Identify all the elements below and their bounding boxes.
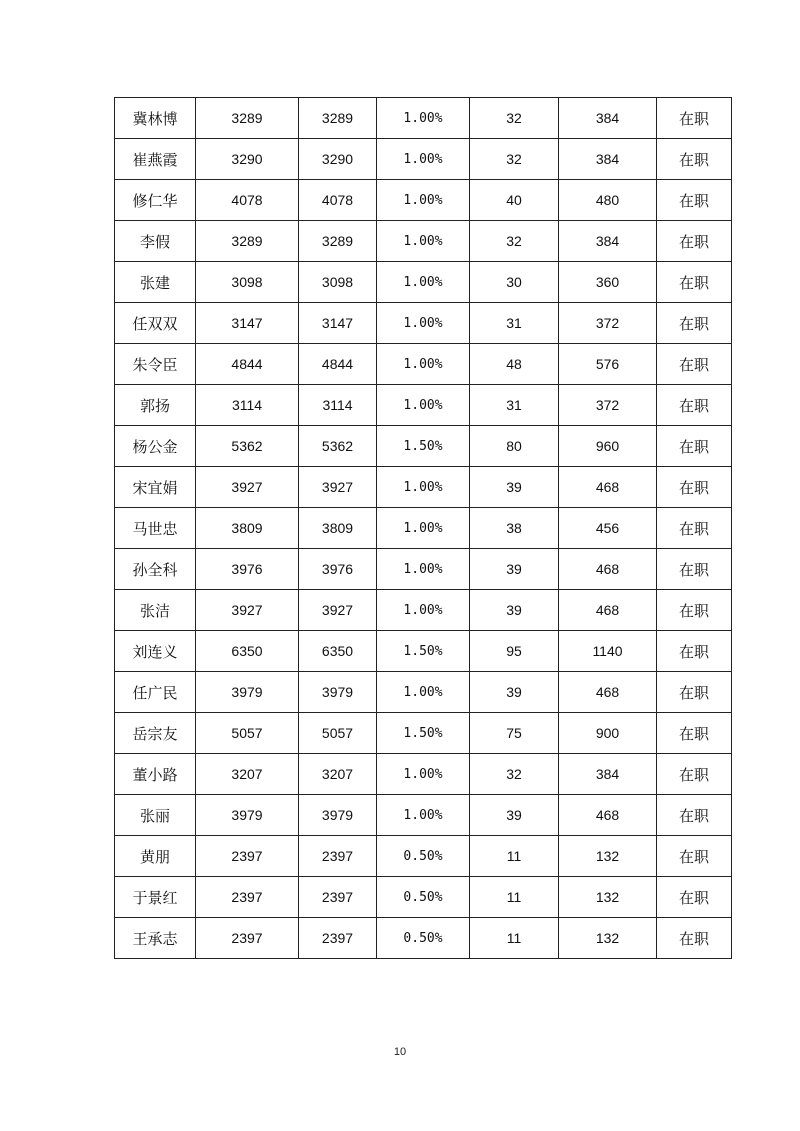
rate-cell: 0.50% <box>377 836 470 877</box>
status-cell: 在职 <box>657 672 732 713</box>
name-cell: 张洁 <box>115 590 196 631</box>
rate-cell: 1.00% <box>377 385 470 426</box>
monthly-amount-cell: 31 <box>470 303 559 344</box>
table-row <box>115 631 732 672</box>
monthly-amount-cell: 11 <box>470 877 559 918</box>
rate-cell: 1.50% <box>377 631 470 672</box>
contribution-base-cell: 6350 <box>299 631 377 672</box>
name-cell: 朱令臣 <box>115 344 196 385</box>
rate-cell: 1.00% <box>377 344 470 385</box>
rate-cell: 1.00% <box>377 508 470 549</box>
table-row <box>115 508 732 549</box>
rate-cell: 1.00% <box>377 139 470 180</box>
annual-amount-cell: 468 <box>559 590 657 631</box>
monthly-amount-cell: 38 <box>470 508 559 549</box>
base-cell: 3927 <box>196 467 299 508</box>
base-cell: 2397 <box>196 836 299 877</box>
contribution-base-cell: 3979 <box>299 672 377 713</box>
annual-amount-cell: 468 <box>559 672 657 713</box>
annual-amount-cell: 372 <box>559 385 657 426</box>
name-cell: 宋宜娟 <box>115 467 196 508</box>
status-cell: 在职 <box>657 508 732 549</box>
base-cell: 5362 <box>196 426 299 467</box>
annual-amount-cell: 384 <box>559 754 657 795</box>
annual-amount-cell: 132 <box>559 836 657 877</box>
annual-amount-cell: 132 <box>559 918 657 959</box>
contribution-base-cell: 2397 <box>299 918 377 959</box>
monthly-amount-cell: 39 <box>470 672 559 713</box>
annual-amount-cell: 132 <box>559 877 657 918</box>
rate-cell: 1.00% <box>377 672 470 713</box>
monthly-amount-cell: 11 <box>470 836 559 877</box>
base-cell: 3927 <box>196 590 299 631</box>
base-cell: 2397 <box>196 918 299 959</box>
status-cell: 在职 <box>657 836 732 877</box>
base-cell: 5057 <box>196 713 299 754</box>
status-cell: 在职 <box>657 426 732 467</box>
contribution-base-cell: 3927 <box>299 590 377 631</box>
name-cell: 王承志 <box>115 918 196 959</box>
contribution-base-cell: 2397 <box>299 877 377 918</box>
rate-cell: 0.50% <box>377 877 470 918</box>
name-cell: 张丽 <box>115 795 196 836</box>
name-cell: 任广民 <box>115 672 196 713</box>
page-number: 10 <box>393 1046 407 1058</box>
status-cell: 在职 <box>657 344 732 385</box>
annual-amount-cell: 456 <box>559 508 657 549</box>
base-cell: 4844 <box>196 344 299 385</box>
annual-amount-cell: 1140 <box>559 631 657 672</box>
monthly-amount-cell: 39 <box>470 795 559 836</box>
status-cell: 在职 <box>657 713 732 754</box>
status-cell: 在职 <box>657 549 732 590</box>
rate-cell: 1.00% <box>377 262 470 303</box>
table-row <box>115 385 732 426</box>
rate-cell: 1.00% <box>377 221 470 262</box>
status-cell: 在职 <box>657 385 732 426</box>
contribution-base-cell: 4078 <box>299 180 377 221</box>
contribution-base-cell: 3290 <box>299 139 377 180</box>
monthly-amount-cell: 32 <box>470 98 559 139</box>
rate-cell: 1.00% <box>377 549 470 590</box>
status-cell: 在职 <box>657 467 732 508</box>
table-body <box>115 98 732 959</box>
annual-amount-cell: 384 <box>559 139 657 180</box>
name-cell: 任双双 <box>115 303 196 344</box>
table-row <box>115 180 732 221</box>
annual-amount-cell: 468 <box>559 795 657 836</box>
table-row <box>115 795 732 836</box>
rate-cell: 1.00% <box>377 795 470 836</box>
rate-cell: 1.50% <box>377 426 470 467</box>
annual-amount-cell: 576 <box>559 344 657 385</box>
base-cell: 3979 <box>196 795 299 836</box>
status-cell: 在职 <box>657 754 732 795</box>
status-cell: 在职 <box>657 98 732 139</box>
monthly-amount-cell: 11 <box>470 918 559 959</box>
base-cell: 3290 <box>196 139 299 180</box>
base-cell: 3809 <box>196 508 299 549</box>
contribution-base-cell: 3147 <box>299 303 377 344</box>
name-cell: 于景红 <box>115 877 196 918</box>
table-row <box>115 672 732 713</box>
base-cell: 3114 <box>196 385 299 426</box>
table-row <box>115 139 732 180</box>
employee-table <box>114 97 732 959</box>
rate-cell: 1.00% <box>377 590 470 631</box>
base-cell: 3147 <box>196 303 299 344</box>
name-cell: 冀林博 <box>115 98 196 139</box>
table-row <box>115 877 732 918</box>
base-cell: 3976 <box>196 549 299 590</box>
contribution-base-cell: 3098 <box>299 262 377 303</box>
name-cell: 黄朋 <box>115 836 196 877</box>
monthly-amount-cell: 32 <box>470 221 559 262</box>
monthly-amount-cell: 39 <box>470 467 559 508</box>
name-cell: 董小路 <box>115 754 196 795</box>
monthly-amount-cell: 40 <box>470 180 559 221</box>
monthly-amount-cell: 30 <box>470 262 559 303</box>
monthly-amount-cell: 48 <box>470 344 559 385</box>
status-cell: 在职 <box>657 180 732 221</box>
annual-amount-cell: 468 <box>559 549 657 590</box>
monthly-amount-cell: 39 <box>470 549 559 590</box>
monthly-amount-cell: 32 <box>470 754 559 795</box>
table-row <box>115 262 732 303</box>
table-row <box>115 426 732 467</box>
status-cell: 在职 <box>657 631 732 672</box>
contribution-base-cell: 2397 <box>299 836 377 877</box>
table-row <box>115 221 732 262</box>
name-cell: 郭扬 <box>115 385 196 426</box>
table-row <box>115 836 732 877</box>
monthly-amount-cell: 75 <box>470 713 559 754</box>
name-cell: 崔燕霞 <box>115 139 196 180</box>
status-cell: 在职 <box>657 795 732 836</box>
rate-cell: 1.00% <box>377 303 470 344</box>
status-cell: 在职 <box>657 918 732 959</box>
base-cell: 2397 <box>196 877 299 918</box>
table-row <box>115 754 732 795</box>
contribution-base-cell: 3927 <box>299 467 377 508</box>
annual-amount-cell: 384 <box>559 221 657 262</box>
monthly-amount-cell: 39 <box>470 590 559 631</box>
table-row <box>115 590 732 631</box>
base-cell: 3207 <box>196 754 299 795</box>
contribution-base-cell: 3207 <box>299 754 377 795</box>
annual-amount-cell: 384 <box>559 98 657 139</box>
table-row <box>115 98 732 139</box>
monthly-amount-cell: 31 <box>470 385 559 426</box>
rate-cell: 1.00% <box>377 467 470 508</box>
contribution-base-cell: 5362 <box>299 426 377 467</box>
annual-amount-cell: 480 <box>559 180 657 221</box>
contribution-base-cell: 5057 <box>299 713 377 754</box>
monthly-amount-cell: 80 <box>470 426 559 467</box>
base-cell: 3289 <box>196 221 299 262</box>
contribution-base-cell: 3289 <box>299 221 377 262</box>
table-row <box>115 344 732 385</box>
rate-cell: 1.50% <box>377 713 470 754</box>
name-cell: 修仁华 <box>115 180 196 221</box>
annual-amount-cell: 372 <box>559 303 657 344</box>
rate-cell: 1.00% <box>377 98 470 139</box>
status-cell: 在职 <box>657 877 732 918</box>
table-row <box>115 549 732 590</box>
name-cell: 李假 <box>115 221 196 262</box>
contribution-base-cell: 3976 <box>299 549 377 590</box>
monthly-amount-cell: 32 <box>470 139 559 180</box>
base-cell: 3289 <box>196 98 299 139</box>
contribution-base-cell: 3114 <box>299 385 377 426</box>
name-cell: 张建 <box>115 262 196 303</box>
contribution-base-cell: 4844 <box>299 344 377 385</box>
monthly-amount-cell: 95 <box>470 631 559 672</box>
contribution-base-cell: 3809 <box>299 508 377 549</box>
annual-amount-cell: 360 <box>559 262 657 303</box>
base-cell: 3098 <box>196 262 299 303</box>
base-cell: 4078 <box>196 180 299 221</box>
rate-cell: 0.50% <box>377 918 470 959</box>
contribution-base-cell: 3289 <box>299 98 377 139</box>
rate-cell: 1.00% <box>377 754 470 795</box>
table-row <box>115 467 732 508</box>
annual-amount-cell: 960 <box>559 426 657 467</box>
name-cell: 杨公金 <box>115 426 196 467</box>
status-cell: 在职 <box>657 139 732 180</box>
status-cell: 在职 <box>657 590 732 631</box>
table-row <box>115 713 732 754</box>
base-cell: 3979 <box>196 672 299 713</box>
name-cell: 岳宗友 <box>115 713 196 754</box>
name-cell: 刘连义 <box>115 631 196 672</box>
table-row <box>115 303 732 344</box>
status-cell: 在职 <box>657 221 732 262</box>
status-cell: 在职 <box>657 262 732 303</box>
annual-amount-cell: 900 <box>559 713 657 754</box>
base-cell: 6350 <box>196 631 299 672</box>
annual-amount-cell: 468 <box>559 467 657 508</box>
name-cell: 孙全科 <box>115 549 196 590</box>
status-cell: 在职 <box>657 303 732 344</box>
rate-cell: 1.00% <box>377 180 470 221</box>
table-row <box>115 918 732 959</box>
contribution-base-cell: 3979 <box>299 795 377 836</box>
name-cell: 马世忠 <box>115 508 196 549</box>
